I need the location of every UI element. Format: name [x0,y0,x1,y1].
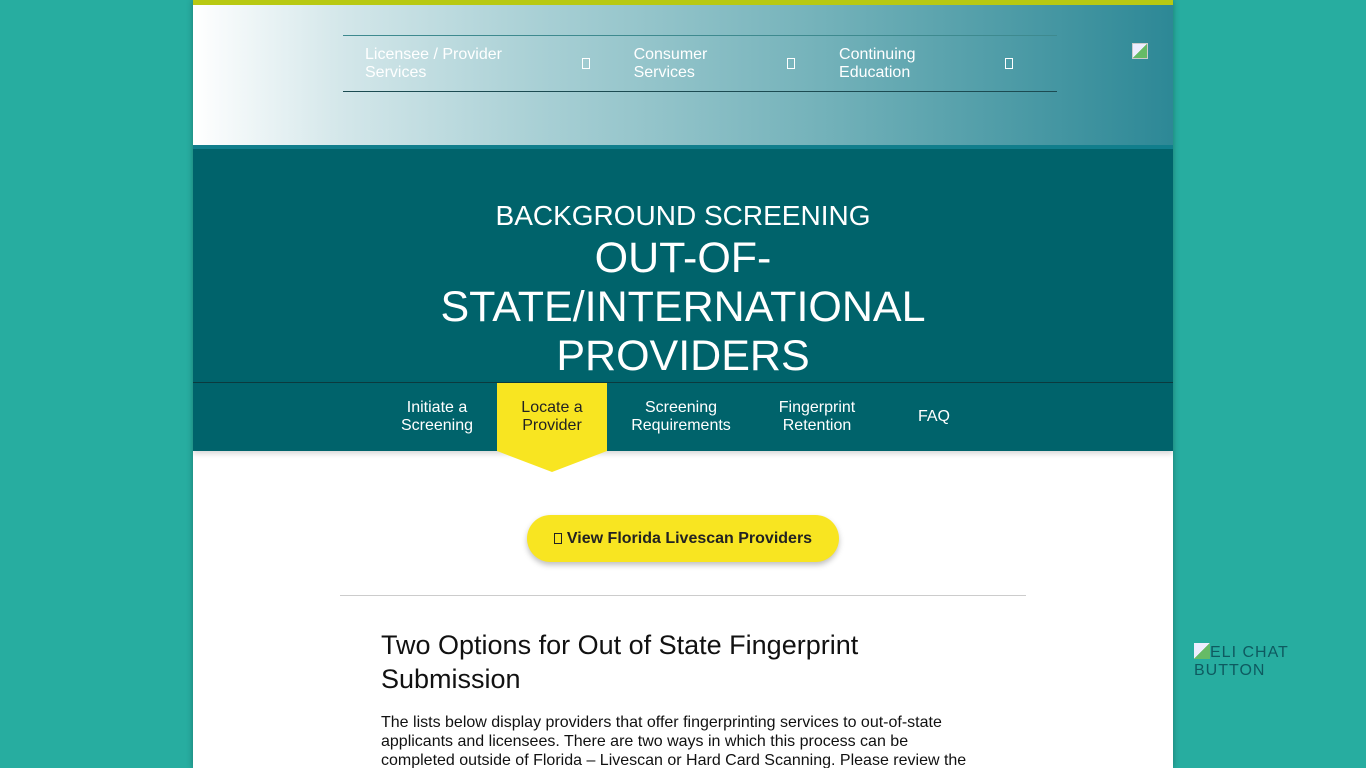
section-heading: Two Options for Out of State Fingerprint Submission [381,630,859,694]
eli-chat-button[interactable]: ELI CHAT BUTTON [1194,644,1289,679]
map-marker-icon [554,533,562,544]
nav-consumer-services[interactable]: Consumer Services [634,46,795,82]
hero-subtitle: BACKGROUND SCREENING [495,200,871,231]
section-tabs [193,382,1173,451]
nav-licensee-provider-services[interactable]: Licensee / Provider Services [365,46,590,82]
tab-initiate-screening[interactable]: Initiate a Screening [400,399,474,434]
tab-screening-requirements[interactable]: Screening Requirements [631,399,731,434]
site-header [193,0,1173,149]
page [193,0,1173,768]
section-body: The lists below display providers that offer fingerprinting services to out-of-state applicants and licensees. There are two ways in which this process can be completed outside of Florida – Livescan or Hard Card Scanning. Please review the [381,714,967,768]
tab-fingerprint-retention[interactable]: Fingerprint Retention [778,399,856,434]
broken-image-icon [1194,643,1210,659]
chevron-down-icon [1005,58,1013,69]
top-navigation [343,35,1057,92]
hero-banner [193,149,1173,382]
broken-logo-image-icon[interactable] [1132,43,1148,59]
page-title: OUT-OF-STATE/INTERNATIONAL PROVIDERS [440,234,926,380]
tab-locate-provider[interactable]: Locate a Provider [497,383,607,451]
divider [340,595,1026,596]
chevron-down-icon [787,58,795,69]
tab-faq[interactable]: FAQ [917,408,950,425]
chevron-down-icon [582,58,590,69]
view-florida-livescan-providers-button[interactable]: View Florida Livescan Providers [527,515,839,562]
nav-continuing-education[interactable]: Continuing Education [839,46,1013,82]
